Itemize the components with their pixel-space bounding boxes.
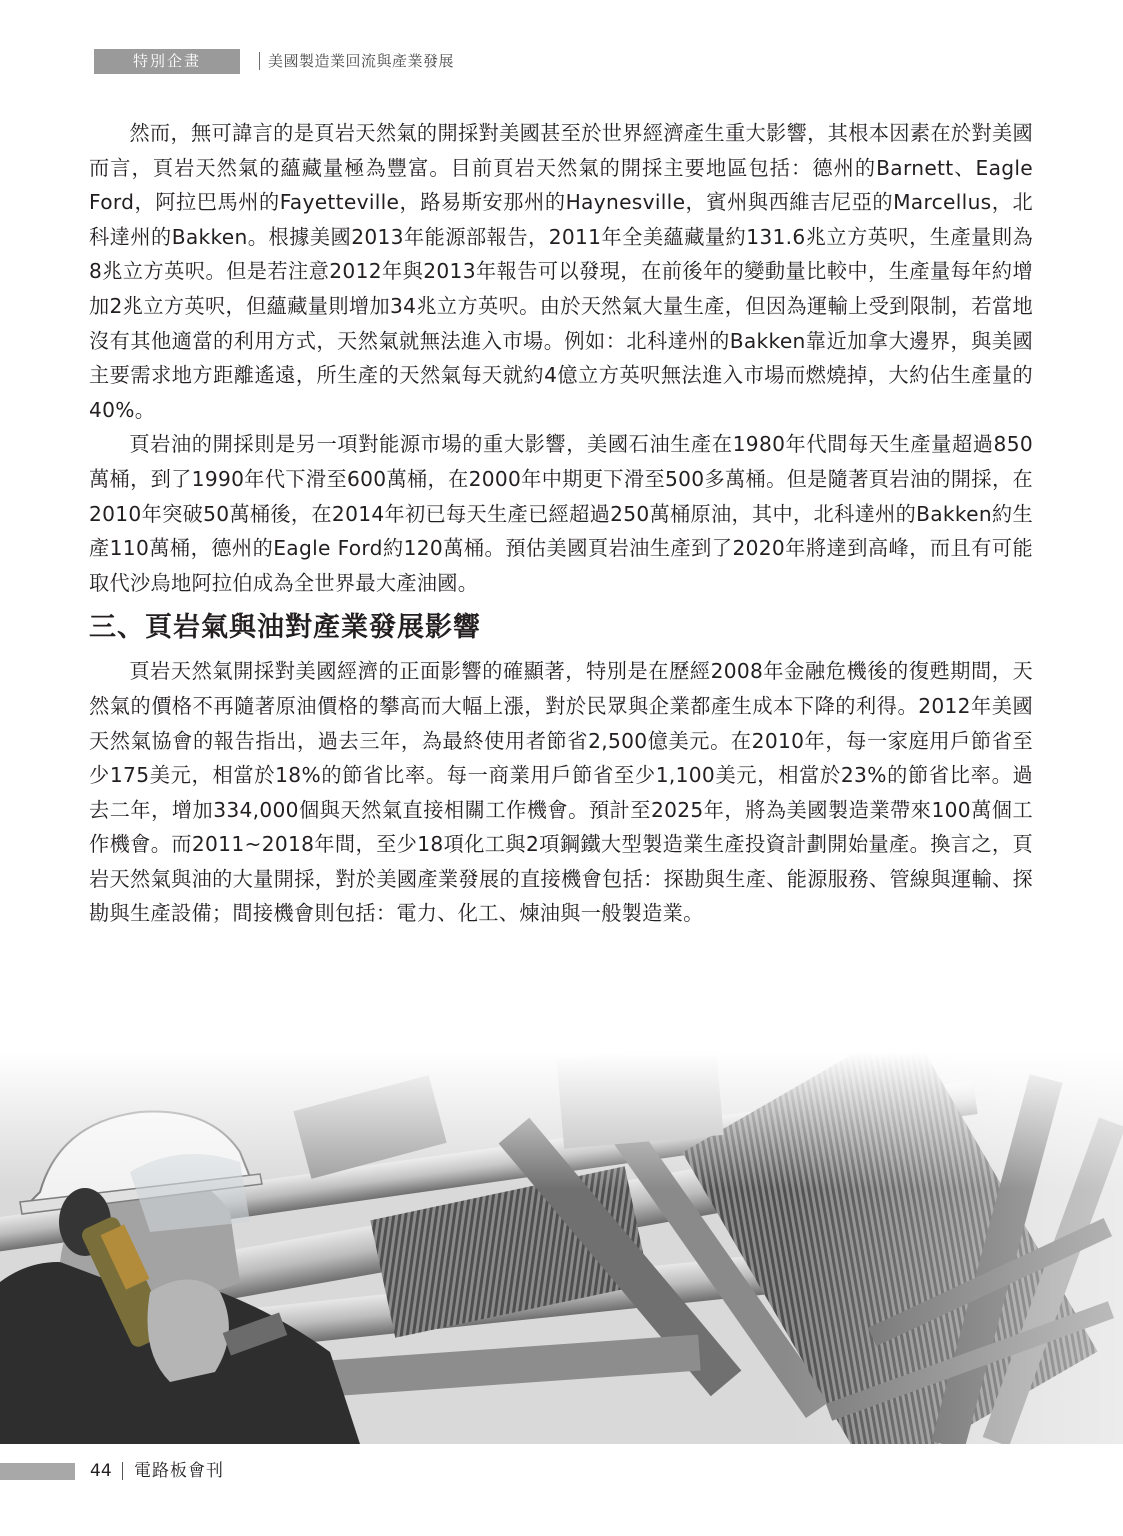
section-heading: 三、頁岩氣與油對產業發展影響 bbox=[89, 612, 481, 644]
article-body bbox=[89, 116, 1033, 931]
paragraph-industry-impact: 頁岩天然氣開採對美國經濟的正面影響的確顯著，特別是在歷經2008年金融危機後的復甦期間，天然氣的價格不再隨著原油價格的攀高而大幅上漲，對於民眾與企業都產生成本下降的利得。2012年美國天然氣協會的報告指出，過去三年，為最終使用者節省2,500億美元。在2010年，每一家庭用戶節省至少175美元，相當於18%的節省比率。每一商業用戶節省至少1,100美元，相當於23%的節省比率。過去二年，增加334,000個與天然氣直接相關工作機會。預計至2025年，將為美國製造業帶來100萬個工作機會。而2011~2018年間，至少18項化工與2項鋼鐵大型製造業生產投資計劃開始量產。換言之，頁岩天然氣與油的大量開採，對於美國產業發展的直接機會包括：探勘與生產、能源服務、管線與運輸、探勘與生產設備；間接機會則包括：電力、化工、煉油與一般製造業。 bbox=[89, 659, 1033, 926]
paragraph-shale-gas: 然而，無可諱言的是頁岩天然氣的開採對美國甚至於世界經濟產生重大影響，其根本因素在於對美國而言，頁岩天然氣的蘊藏量極為豐富。目前頁岩天然氣的開採主要地區包括：德州的Barnett、Eagle Ford，阿拉巴馬州的Fayetteville，路易斯安那州的Haynesville，賓州與西維吉尼亞的Marcellus，北科達州的Bakken。根據美國2013年能源部報告，2011年全美蘊藏量約131.6兆立方英呎，生產量則為8兆立方英呎。但是若注意2012年與2013年報告可以發現，在前後年的變動量比較中，生產量每年約增加2兆立方英呎，但蘊藏量則增加34兆立方英呎。由於天然氣大量生產，但因為運輸上受到限制，若當地沒有其他適當的利用方式，天然氣就無法進入市場。例如：北科達州的Bakken靠近加拿大邊界，與美國主要需求地方距離遙遠，所生產的天然氣每天就約4億立方英呎無法進入市場而燃燒掉，大約佔生產量的40%。 bbox=[89, 121, 1033, 422]
paragraph-shale-oil: 頁岩油的開採則是另一項對能源市場的重大影響，美國石油生產在1980年代間每天生產量超過850萬桶，到了1990年代下滑至600萬桶，在2000年中期更下滑至500多萬桶。但是隨著頁岩油的開採，在2010年突破50萬桶後，在2014年初已每天生產已經超過250萬桶原油，其中，北科達州的Bakken約生產110萬桶，德州的Eagle Ford約120萬桶。預估美國頁岩油生產到了2020年將達到高峰，而且有可能取代沙烏地阿拉伯成為全世界最大產油國。 bbox=[89, 432, 1033, 595]
page-number: 44 bbox=[90, 1461, 112, 1481]
industrial-worker-photo bbox=[0, 1052, 1123, 1444]
running-header-title: 美國製造業回流與產業發展 bbox=[268, 52, 455, 70]
section-tag: 特別企畫 bbox=[94, 49, 240, 74]
footer-divider bbox=[122, 1462, 123, 1480]
header-divider bbox=[259, 52, 260, 70]
footer-bar bbox=[0, 1463, 75, 1480]
journal-name: 電路板會刊 bbox=[134, 1461, 224, 1481]
